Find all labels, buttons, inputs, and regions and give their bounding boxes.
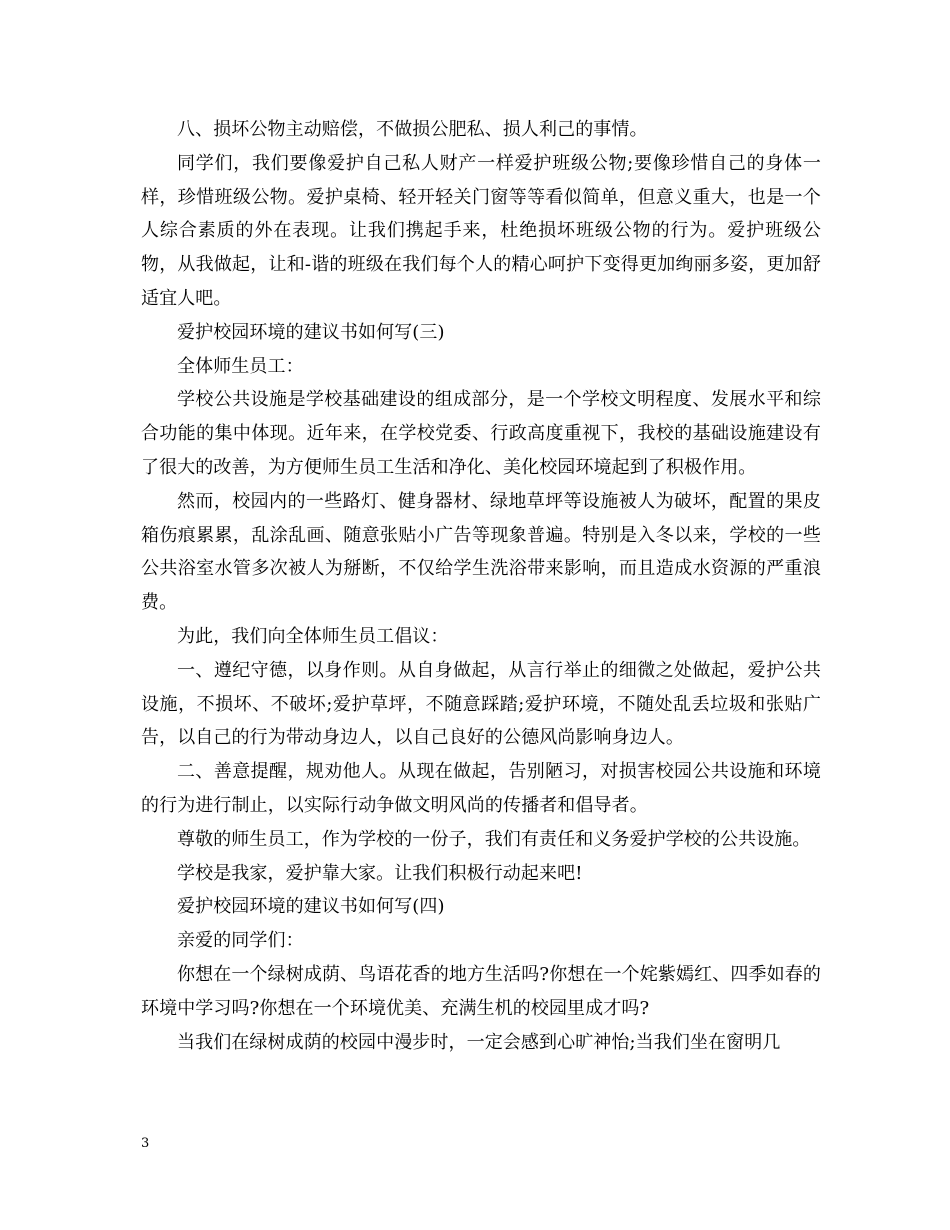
paragraph-proposal-intro: 为此，我们向全体师生员工倡议： — [177, 625, 449, 647]
page-number: 3 — [141, 1136, 150, 1151]
document-body — [141, 113, 821, 1059]
paragraph-proposal-one: 一、遵纪守德，以身作则。从自身做起，从言行举止的细微之处做起，爱护公共设施，不损坏、不破坏;爱护草坪，不随意踩踏;爱护环境，不随处乱丢垃圾和张贴广告，以自己的行为带动身边人，以自己良好的公德风尚影响身边人。 — [141, 659, 821, 749]
paragraph-proposal-two: 二、善意提醒，规劝他人。从现在做起，告别陋习，对损害校园公共设施和环境的行为进行制止，以实际行动争做文明风尚的传播者和倡导者。 — [141, 761, 821, 816]
paragraph-public-facilities: 学校公共设施是学校基础建设的组成部分，是一个学校文明程度、发展水平和综合功能的集中体现。近年来，在学校党委、行政高度重视下，我校的基础设施建设有了很大的改善，为方便师生员工生活和净化、美化校园环境起到了积极作用。 — [141, 389, 821, 478]
section-heading-four: 爱护校园环境的建议书如何写(四) — [177, 896, 445, 918]
paragraph-call-to-action: 学校是我家，爱护靠大家。让我们积极行动起来吧! — [177, 862, 583, 884]
salutation-classmates: 亲爱的同学们： — [177, 930, 304, 952]
paragraph-protect-class-property: 同学们，我们要像爱护自己私人财产一样爱护班级公物;要像珍惜自己的身体一样，珍惜班级公物。爱护桌椅、轻开轻关门窗等等看似简单，但意义重大，也是一个人综合素质的外在表现。让我们携起手来，杜绝损坏班级公物的行为。爱护班级公物，从我做起，让和-谐的班级在我们每个人的精心呵护下变得更加绚丽多姿，更加舒适宜人吧。 — [141, 152, 821, 309]
paragraph-campus-walk: 当我们在绿树成荫的校园中漫步时，一定会感到心旷神怡;当我们坐在窗明几 — [177, 1031, 781, 1053]
section-heading-three: 爱护校园环境的建议书如何写(三) — [177, 321, 445, 343]
salutation-all-staff: 全体师生员工： — [177, 355, 304, 377]
paragraph-damage-compensation: 八、损坏公物主动赔偿，不做损公肥私、损人利己的事情。 — [177, 119, 648, 140]
paragraph-damage-situation: 然而，校园内的一些路灯、健身器材、绿地草坪等设施被人为破坏，配置的果皮箱伤痕累累，乱涂乱画、随意张贴小广告等现象普遍。特别是入冬以来，学校的一些公共浴室水管多次被人为掰断，不仅给学生洗浴带来影响，而且造成水资源的严重浪费。 — [141, 490, 821, 614]
paragraph-responsibility: 尊敬的师生员工，作为学校的一份子，我们有责任和义务爱护学校的公共设施。 — [177, 828, 811, 850]
paragraph-questions: 你想在一个绿树成荫、鸟语花香的地方生活吗?你想在一个姹紫嫣红、四季如春的环境中学习吗?你想在一个环境优美、充满生机的校园里成才吗? — [141, 963, 821, 1019]
